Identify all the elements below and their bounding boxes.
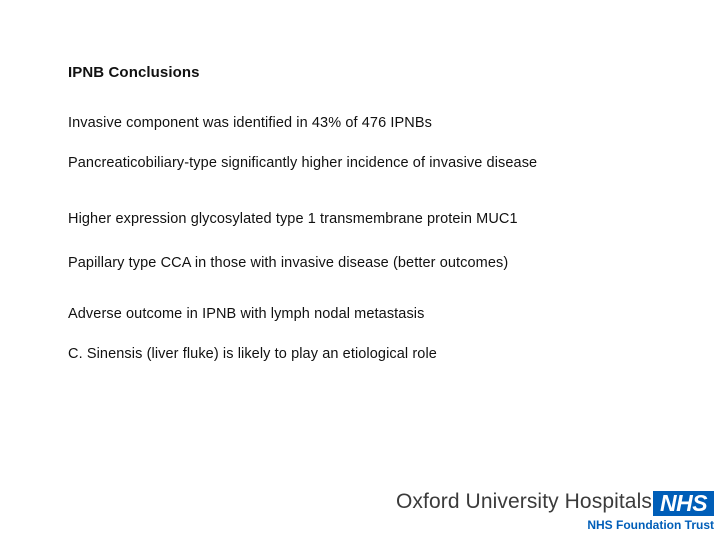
- conclusion-item: Papillary type CCA in those with invasive disease (better outcomes): [68, 255, 509, 271]
- conclusion-item: Higher expression glycosylated type 1 transmembrane protein MUC1: [68, 211, 518, 227]
- trust-name: NHS Foundation Trust: [587, 518, 714, 532]
- oxford-nhs-logo: [396, 490, 714, 534]
- conclusion-item: C. Sinensis (liver fluke) is likely to play an etiological role: [68, 346, 437, 362]
- organization-name: Oxford University Hospitals: [396, 490, 652, 513]
- conclusion-item: Pancreaticobiliary-type significantly higher incidence of invasive disease: [68, 155, 538, 171]
- nhs-logo-badge: NHS: [653, 491, 714, 516]
- conclusion-item: Invasive component was identified in 43% of 476 IPNBs: [68, 115, 432, 131]
- slide-title: IPNB Conclusions: [68, 64, 200, 81]
- conclusion-item: Adverse outcome in IPNB with lymph nodal metastasis: [68, 306, 425, 322]
